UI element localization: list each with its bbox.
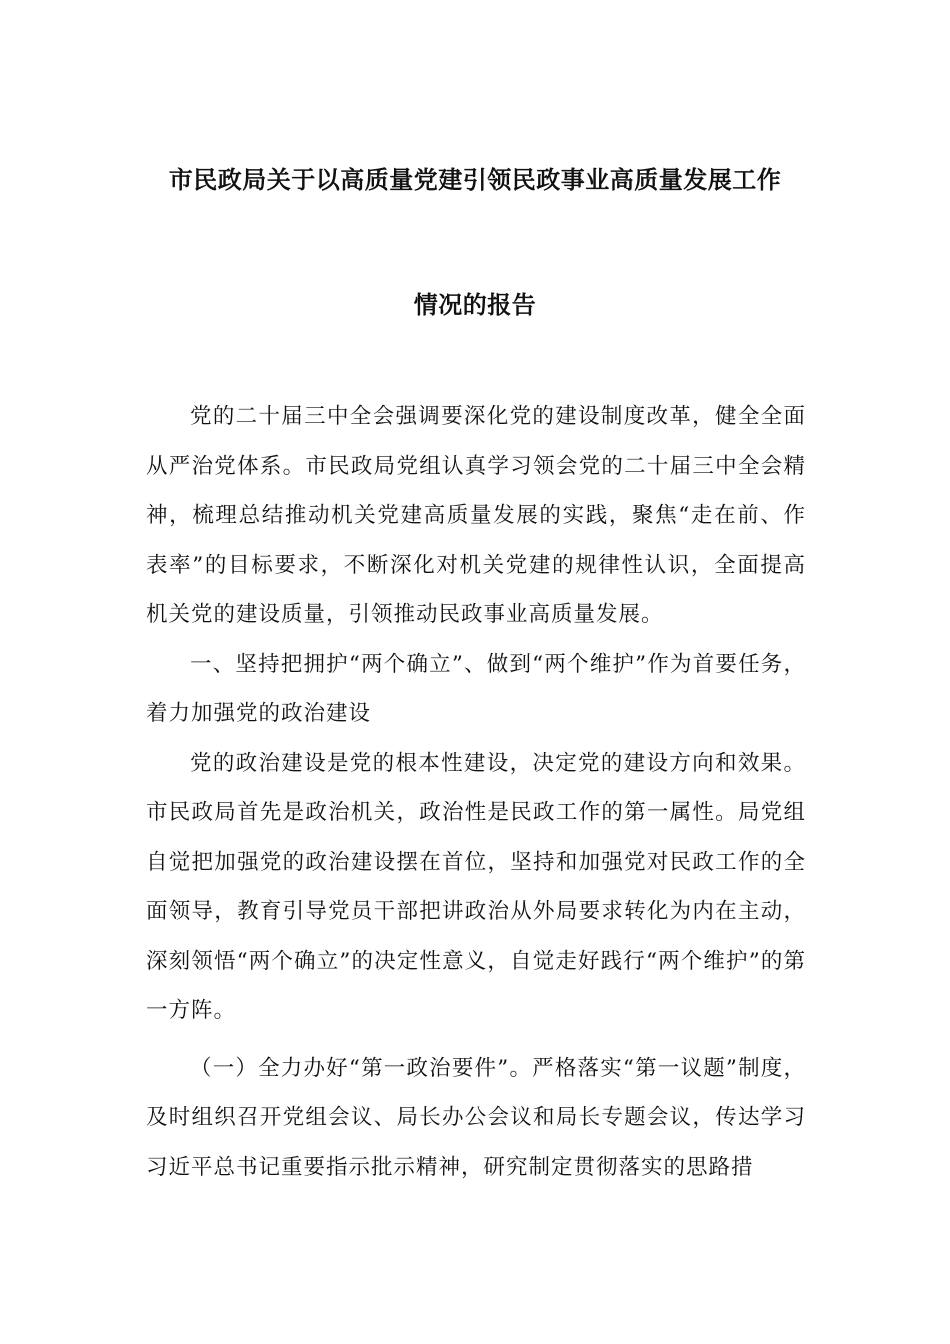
document-title-line-1: 市民政局关于以高质量党建引领民政事业高质量发展工作 xyxy=(168,166,782,194)
section-1-paragraph: 党的政治建设是党的根本性建设，决定党的建设方向和效果。市民政局首先是政治机关，政治性是民政工作的第一属性。局党组自觉把加强党的政治建设摆在首位，坚持和加强党对民政工作的全面领导，教育引导党员干部把讲政治从外局要求转化为内在主动，深刻领悟“两个确立”的决定性意义，自觉走好践行“两个维护”的第一方阵。 xyxy=(146,750,806,1023)
document-body xyxy=(146,392,806,1192)
subsection-1-paragraph: （一）全力办好“第一政治要件”。严格落实“第一议题”制度，及时组织召开党组会议、局长办公会议和局长专题会议，传达学习习近平总书记重要指示批示精神，研究制定贯彻落实的思路措 xyxy=(146,1055,806,1180)
section-heading-1: 一、坚持把拥护“两个确立”、做到“两个维护”作为首要任务，着力加强党的政治建设 xyxy=(146,651,806,726)
document-title-line-2: 情况的报告 xyxy=(413,291,537,319)
intro-paragraph: 党的二十届三中全会强调要深化党的建设制度改革，健全全面从严治党体系。市民政局党组认真学习领会党的二十届三中全会精神，梳理总结推动机关党建高质量发展的实践，聚焦“走在前、作表率”的目标要求，不断深化对机关党建的规律性认识，全面提高机关党的建设质量，引领推动民政事业高质量发展。 xyxy=(146,404,806,627)
